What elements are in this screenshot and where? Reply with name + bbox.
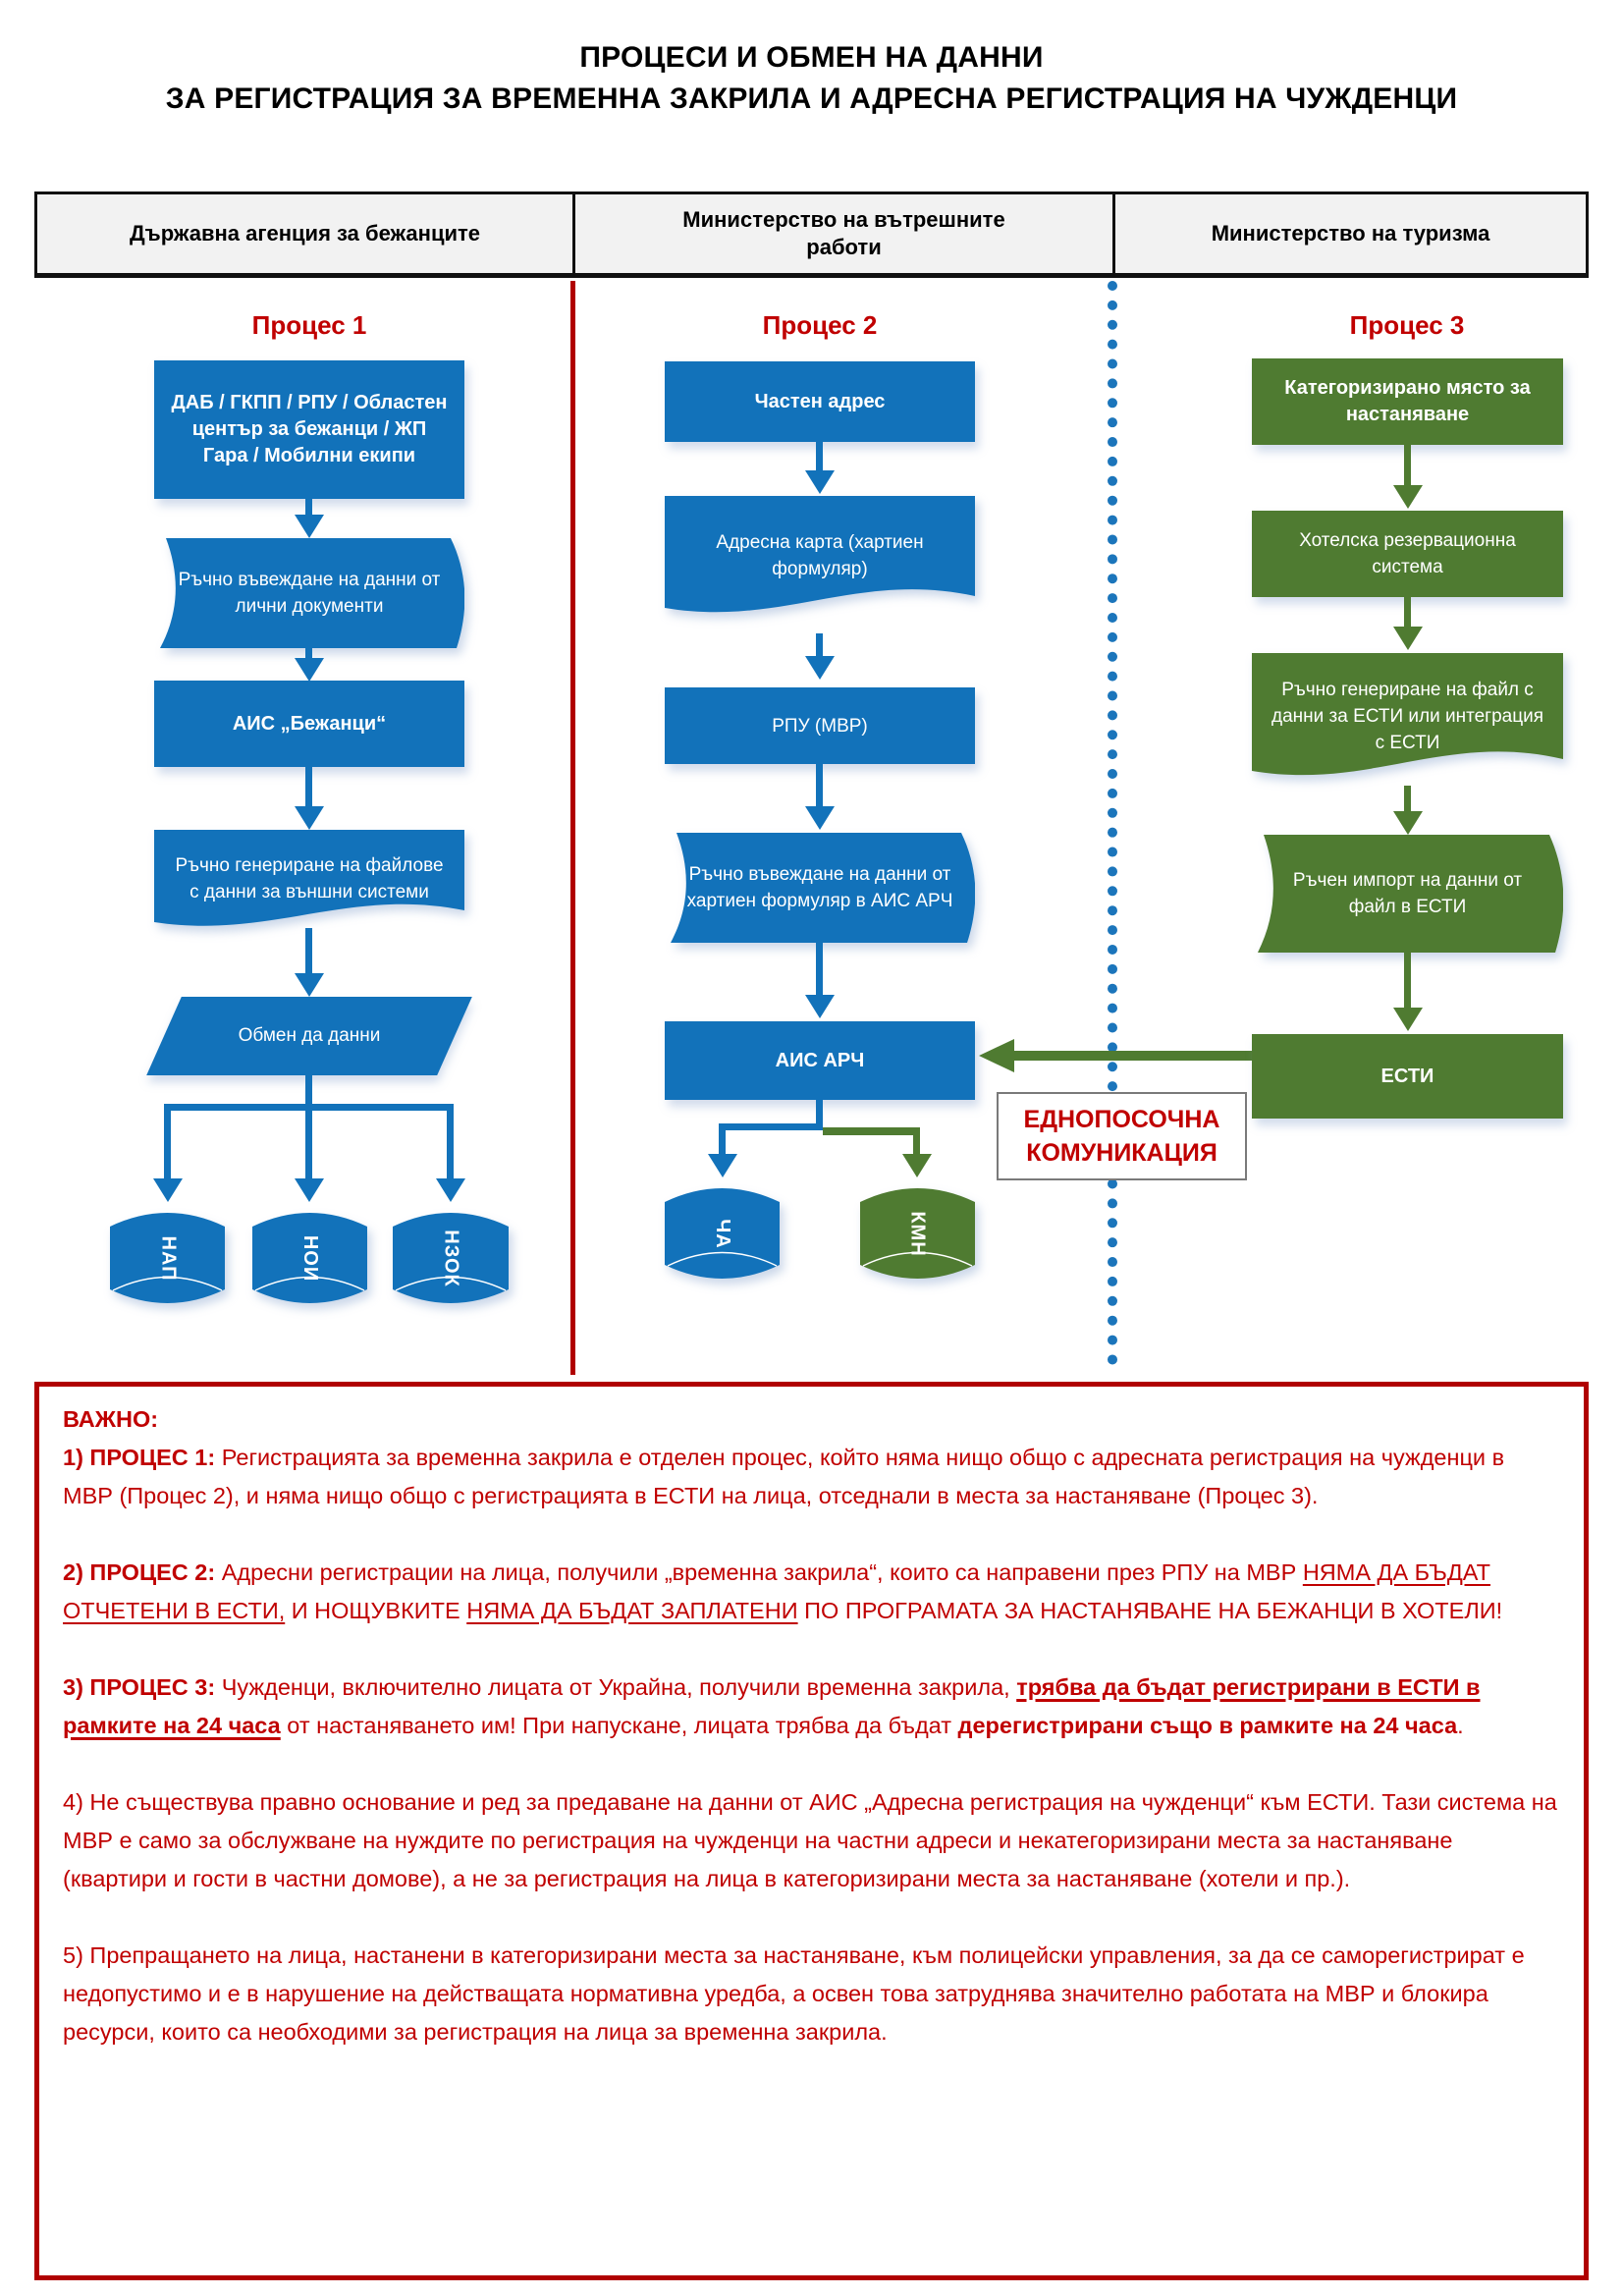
p1-db-nap-label: НАП: [157, 1235, 179, 1281]
p3-manual-file-label: Ръчно генериране на файл с данни за ЕСТИ или интеграция с ЕСТИ: [1271, 679, 1543, 753]
p2-connector-bar-green: [823, 1127, 920, 1135]
p1-arrow-down-icon-nzok: [447, 1104, 454, 1178]
process1-label: Процес 1: [251, 310, 367, 340]
note2-underlined-1: НЯМА ДА БЪДАТ ОТЧЕТЕНИ В ЕСТИ,: [63, 1559, 1491, 1623]
page-title-line2: ЗА РЕГИСТРАЦИЯ ЗА ВРЕМЕННА ЗАКРИЛА И АДРЕСНА РЕГИСТРАЦИЯ НА ЧУЖДЕНЦИ: [165, 82, 1458, 115]
p2-arrow-down-icon-kmn: [913, 1127, 920, 1154]
header-refugee-agency-label: Държавна агенция за бежанците: [129, 221, 481, 246]
p2-database-kmn: [860, 1180, 975, 1286]
p2-db-cha-label: ЧА: [712, 1218, 733, 1249]
p1-source-node: [154, 360, 464, 499]
p1-manual-entry-node: [154, 538, 464, 648]
p1-arrow-down-icon-nap: [164, 1104, 171, 1178]
p3-esti-label: ЕСТИ: [1380, 1065, 1434, 1087]
p2-manual-entry-label: Ръчно въвеждане на данни от хартиен формуляр в АИС АРЧ: [686, 864, 953, 911]
p3-categorized-place-node: [1252, 358, 1563, 445]
header-interior-ministry-label: Министерство на вътрешните работи: [682, 207, 1005, 259]
note3-text-3: .: [1457, 1713, 1464, 1738]
p2-connector-bar-blue: [719, 1123, 823, 1130]
p1-database-nzok: [393, 1205, 509, 1311]
p1-db-nzok-label: НЗОК: [440, 1229, 462, 1287]
note-process2: [63, 1554, 1560, 1630]
p3-hotel-system-label: Хотелска резервационна система: [1299, 530, 1516, 577]
header-cell-tourism-ministry: [1115, 194, 1586, 273]
p1-manual-files-label: Ръчно генериране на файлове с данни за външни системи: [175, 855, 444, 902]
process3-label: Процес 3: [1349, 310, 1465, 340]
p1-source-label: ДАБ / ГКПП / РПУ / Областен център за бежанци / ЖП Гара / Мобилни екипи: [171, 392, 448, 466]
note1-text: Регистрацията за временна закрила е отделен процес, който няма нищо общо с адресната регистрация на чужденци в МВР (Процес 2), и няма нищо общо с регистрацията в ЕСТИ на лица, отседнали в места за настаняване (Процес 3).: [63, 1445, 1505, 1508]
p3-manual-import-label: Ръчен импорт на данни от файл в ЕСТИ: [1292, 870, 1523, 917]
p1-database-noi: [252, 1205, 367, 1311]
note3-bold-underlined: трябва да бъдат регистрирани в ЕСТИ в рамките на 24 часа: [63, 1674, 1481, 1738]
p2-rpu-mvr-node: [665, 687, 975, 764]
note2-underlined-2: НЯМА ДА БЪДАТ ЗАПЛАТЕНИ: [466, 1598, 798, 1623]
p3-arrow-down-icon-4: [1404, 953, 1411, 1008]
p1-arrow-down-icon-4: [305, 928, 312, 973]
p3-arrow-down-icon-2: [1404, 597, 1411, 627]
p3-arrow-down-icon-1: [1404, 445, 1411, 485]
p2-arrow-down-icon-1: [816, 442, 823, 470]
note-process1: [63, 1439, 1560, 1515]
note3-label: 3) ПРОЦЕС 3:: [63, 1674, 216, 1700]
page-title: [0, 37, 1623, 120]
note3-bold: дерегистрирани също в рамките на 24 часа: [957, 1713, 1458, 1738]
p2-address-card-node: [665, 496, 975, 616]
p3-manual-file-node: [1252, 653, 1563, 779]
p2-rpu-mvr-label: РПУ (МВР): [772, 715, 868, 737]
p3-manual-import-node: [1252, 835, 1563, 953]
p3-hotel-system-node: [1252, 511, 1563, 597]
p1-arrow-down-icon-2: [305, 648, 312, 658]
divider-dotted-line-process2-3: [1108, 281, 1117, 1365]
p3-arrow-down-icon-3: [1404, 786, 1411, 811]
note-process3: [63, 1668, 1560, 1745]
p1-arrow-down-icon-noi: [305, 1104, 312, 1178]
note2-text-3: ПО ПРОГРАМАТА ЗА НАСТАНЯВАНЕ НА БЕЖАНЦИ В ХОТЕЛИ!: [797, 1598, 1503, 1623]
p2-ais-arch-node: [665, 1021, 975, 1100]
p1-database-nap: [110, 1205, 225, 1311]
note2-text-1: Адресни регистрации на лица, получили „временна закрила“, които са направени през РПУ на МВР: [215, 1559, 1303, 1585]
note-5: 5) Препращането на лица, настанени в категоризирани места за настаняване, към полицейски управления, за да се саморегистрират е недопустимо и е в нарушение на действащата нормативна уредба, а освен това затруднява значително работата на МВР и блокира ресурси, които са необходими за регистрация на лица за временна закрила.: [63, 1942, 1525, 2045]
page-title-line1: ПРОЦЕСИ И ОБМЕН НА ДАННИ: [579, 41, 1044, 74]
process2-label: Процес 2: [762, 310, 878, 340]
p3-categorized-place-label: Категоризирано място за настаняване: [1284, 377, 1531, 425]
p1-db-noi-label: НОИ: [299, 1234, 321, 1282]
p2-ais-arch-label: АИС АРЧ: [775, 1049, 865, 1071]
divider-line-process1-2: [570, 281, 575, 1375]
p2-arrow-down-icon-3: [816, 764, 823, 806]
note1-label: 1) ПРОЦЕС 1:: [63, 1445, 216, 1470]
p2-address-card-label: Адресна карта (хартиен формуляр): [716, 532, 924, 579]
note3-text-2: от настаняването им! При напускане, лицата трябва да бъдат: [280, 1713, 958, 1738]
p2-arrow-down-icon-cha: [719, 1123, 726, 1154]
p2-private-address-label: Частен адрес: [754, 390, 886, 412]
p1-ais-refugees-label: АИС „Бежанци“: [232, 712, 387, 735]
p1-ais-refugees-node: [154, 681, 464, 767]
header-cell-refugee-agency: [37, 194, 575, 273]
p2-db-kmn-label: КМН: [907, 1210, 929, 1257]
note-4: 4) Не съществува правно основание и ред за предаване на данни от АИС „Адресна регистрация на чужденци“ към ЕСТИ. Тази система на МВР е само за обслужване на нуждите по регистрация на чужденци на частни адреси и некатегоризирани места за настаняване (квартири и гости в частни домове), а не за регистрация на лица в категоризирани места за настаняване (хотели и пр.).: [63, 1789, 1557, 1891]
one-way-communication-label: ЕДНОПОСОЧНА КОМУНИКАЦИЯ: [997, 1092, 1247, 1180]
p1-arrow-down-icon-1: [305, 499, 312, 515]
p1-data-exchange-label: Обмен да данни: [238, 1025, 381, 1046]
header-tourism-ministry-label: Министерство на туризма: [1211, 221, 1490, 246]
p1-arrow-down-icon-3: [305, 767, 312, 806]
important-notes-box: [34, 1382, 1589, 2280]
p2-arrow-down-icon-2: [816, 633, 823, 656]
note2-text-2: И НОЩУВКИТЕ: [285, 1598, 467, 1623]
p2-private-address-node: [665, 361, 975, 442]
organizations-header: [34, 191, 1589, 278]
note3-text-1: Чужденци, включително лицата от Украйна, получили временна закрила,: [215, 1674, 1017, 1700]
p1-connector-stem: [305, 1075, 312, 1107]
p2-manual-entry-node: [665, 833, 975, 943]
p1-data-exchange-node: [146, 997, 472, 1075]
header-cell-interior-ministry: [575, 194, 1115, 273]
note2-label: 2) ПРОЦЕС 2:: [63, 1559, 216, 1585]
p1-manual-files-node: [154, 830, 464, 928]
p1-manual-entry-label: Ръчно въвеждане на данни от лични документи: [178, 570, 441, 617]
p2-arrow-down-icon-4: [816, 943, 823, 995]
notes-heading: ВАЖНО:: [63, 1406, 159, 1432]
p3-esti-node: [1252, 1034, 1563, 1119]
one-way-arrow-left-icon: [1014, 1051, 1252, 1061]
p2-database-cha: [665, 1180, 780, 1286]
